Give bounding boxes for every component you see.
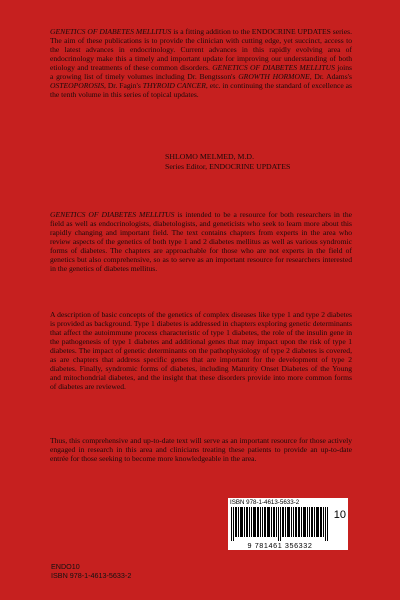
text-run: , Dr. Adams's [309,72,352,82]
footer-isbn: ISBN 978-1-4613-5633-2 [51,571,132,580]
closing-paragraph: Thus, this comprehensive and up-to-date text will serve as an important resource for those actively engaged in research in this area and clinicians treating these patients to provide an up-to-date entrée for those seeking to become more knowledgeable in the area. [50,436,352,464]
text-run: , Dr. Fagin's [104,81,143,91]
contents-paragraph: A description of basic concepts of the genetics of complex diseases like type 1 and type 2 diabetes is provided as background. Type 1 diabetes is addressed in chapters exploring genetic determinants that affect the autoimmune process characteristic of type 1 diabetes, the role of the insulin gene in the pathogenesis of type 1 diabetes and additional genes that may impact upon the risk of type 1 diabetes. The impact of genetic determinants on the pathophysiology of type 2 diabetes is covered, as are chapters that address specific genes that are important for the development of type 2 diabetes. Finally, syndromic forms of diabetes, including Maturity Onset Diabetes of the Young and mitochondrial diabetes, and the insight that these disorders provide into more common forms of diabetes are reviewed. [50,310,352,392]
book-title-italic: GENETICS OF DIABETES MELLITUS [50,210,175,219]
volume-title-italic: THYROID CANCER [142,81,206,91]
barcode-digits: 9 781461 356332 [228,541,332,550]
barcode-isbn-text: ISBN 978-1-4613-5633-2 [230,499,300,506]
barcode-label [228,498,348,550]
editor-name: SHLOMO MELMED, M.D. [165,152,255,161]
volume-title-italic: OSTEOPOROSIS [50,81,104,91]
barcode-bars-icon [231,507,329,541]
editor-title: Series Editor, ENDOCRINE UPDATES [165,161,291,171]
audience-paragraph [50,210,352,273]
series-intro-paragraph [50,27,352,99]
text-run: , etc. in continuing the standard of excellence as the tenth volume in this series of topical updates. [50,81,352,100]
editor-signature [165,152,290,171]
price-code: 10 [333,509,346,521]
text-run: is intended to be a resource for both researchers in the field as well as endocrinologists, diabetologists, and geneticists who seek to learn more about this rapidly changing and important field. The text contains chapters from experts in the area who review aspects of the genetics of both type 1 and 2 diabetes mellitus as well as various syndromic forms of diabetes. The chapters are approachable for those who are not experts in the field of genetics but also comprehensive, so as to serve as an important resource for researchers interested in the genetics of diabetes mellitus. [50,210,352,274]
book-title-italic: GENETICS OF DIABETES MELLITUS [50,27,172,36]
footer-codes [51,562,131,580]
book-title-italic: GENETICS OF DIABETES MELLITUS [212,63,335,73]
volume-title-italic: GROWTH HORMONE [238,72,310,82]
text-run: is a fitting addition to the ENDOCRINE UPDATES series. The aim of these publications is to provide the clinician with cutting edge, yet succinct, access to the latest advances in endocrinology. Current advances in this rapidly evolving area of endocrinology make this a timely and important update for improving our understanding of both etiology and treatments of these common disorders. [50,27,352,73]
series-code: ENDO10 [51,562,80,571]
text-run: joins a growing list of timely volumes including Dr. Bengtsson's [50,63,352,82]
